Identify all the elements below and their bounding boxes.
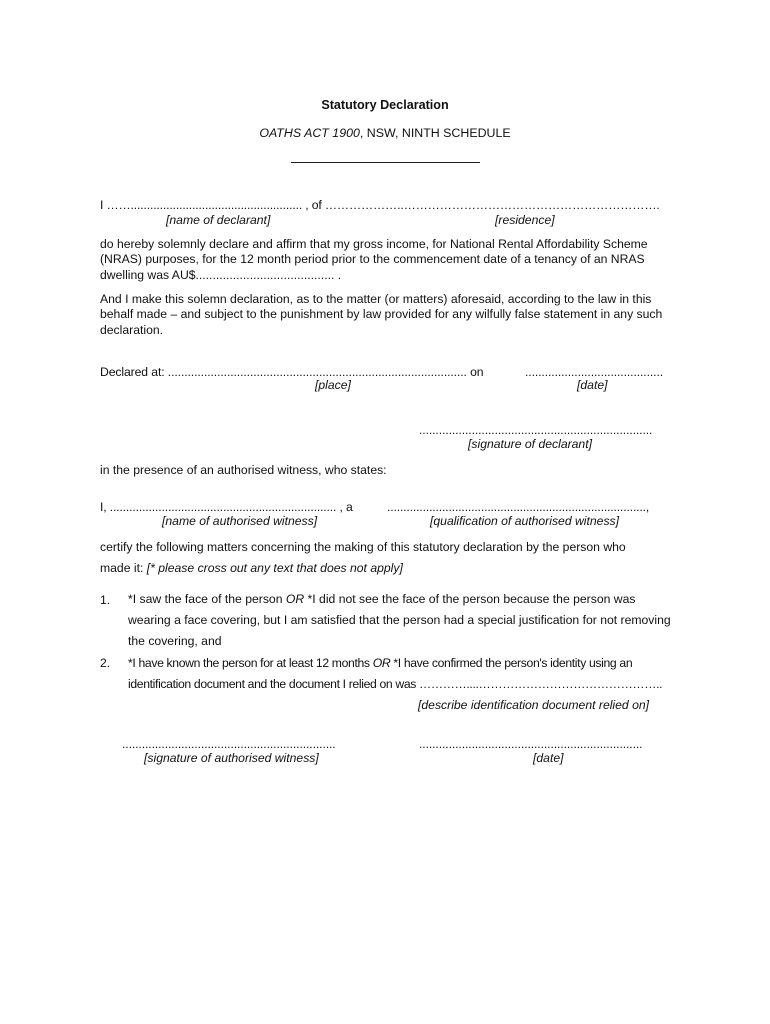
witness-qualification-dots: ................................................................................, xyxy=(387,500,650,514)
item-2-number: 2. xyxy=(100,656,111,670)
label-name-of-declarant: [name of declarant] xyxy=(166,213,271,227)
label-describe-id-document: [describe identification document relied on] xyxy=(418,698,650,712)
label-residence: [residence] xyxy=(495,213,555,227)
declared-at-line: Declared at: ........................................................................................... on xyxy=(100,365,484,379)
label-signature-of-declarant: [signature of declarant] xyxy=(468,437,592,451)
certify-instruction xyxy=(100,561,403,575)
certify-line: certify the following matters concerning the making of this statutory declaration by the person who xyxy=(100,540,626,554)
item-2-part-a: *I have known the person for at least 12 months xyxy=(128,656,373,670)
label-signature-of-witness: [signature of authorised witness] xyxy=(144,751,319,765)
declarant-signature-dots: ....................................................................... xyxy=(419,423,653,437)
act-name: OATHS ACT 1900 xyxy=(259,126,360,140)
item-2-id-document-line: identification document and the document I relied on was …………....……………………………………….. xyxy=(128,677,663,691)
item-2-or: OR xyxy=(372,656,391,670)
income-declaration-paragraph: do hereby solemnly declare and affirm that my gross income, for National Rental Affordability Scheme (NRAS) purposes, for the 12 month period prior to the commencement date of a tenancy of an NRAS dwelling was AU$......................................... . xyxy=(100,237,648,282)
item-1-or: OR xyxy=(285,592,305,606)
item-2-text xyxy=(128,656,632,670)
label-qualification-of-witness: [qualification of authorised witness] xyxy=(430,514,620,528)
label-place: [place] xyxy=(315,378,351,392)
label-date: [date] xyxy=(577,378,608,392)
declarant-line: I ……..................................................... , of ………………..………………………………………………………. xyxy=(100,198,660,212)
presence-statement: in the presence of an authorised witness, who states: xyxy=(100,463,387,477)
item-1-part-b: *I did not see the face of the person because the person was wearing a face covering, but I am satisfied that the person had a special justification for not removing the covering, and xyxy=(128,592,671,648)
witness-name-line: I, ...................................................................... , a xyxy=(100,500,353,514)
declared-date-dots: .......................................... xyxy=(525,365,664,379)
act-jurisdiction: , NSW, NINTH SCHEDULE xyxy=(359,126,511,140)
item-1-number: 1. xyxy=(100,593,111,607)
cross-out-instruction: [* please cross out any text that does not apply] xyxy=(146,561,403,575)
witness-date-dots: .................................................................... xyxy=(419,737,643,751)
witness-signature-dots: ................................................................. xyxy=(122,737,336,751)
solemn-declaration-paragraph: And I make this solemn declaration, as to the matter (or matters) aforesaid, according to the law in this behalf made – and subject to the punishment by law provided for any wilfully false statement in any such declaration. xyxy=(100,292,663,337)
item-2-part-b: *I have confirmed the person's identity using an xyxy=(390,656,633,670)
document-title: Statutory Declaration xyxy=(321,98,449,112)
document-subtitle xyxy=(0,126,770,140)
label-witness-date: [date] xyxy=(533,751,564,765)
item-1-text xyxy=(128,589,678,652)
item-1-part-a: *I saw the face of the person xyxy=(128,592,286,606)
title-divider xyxy=(291,162,480,163)
certify-made-it: made it: xyxy=(100,561,147,575)
label-name-of-witness: [name of authorised witness] xyxy=(162,514,318,528)
